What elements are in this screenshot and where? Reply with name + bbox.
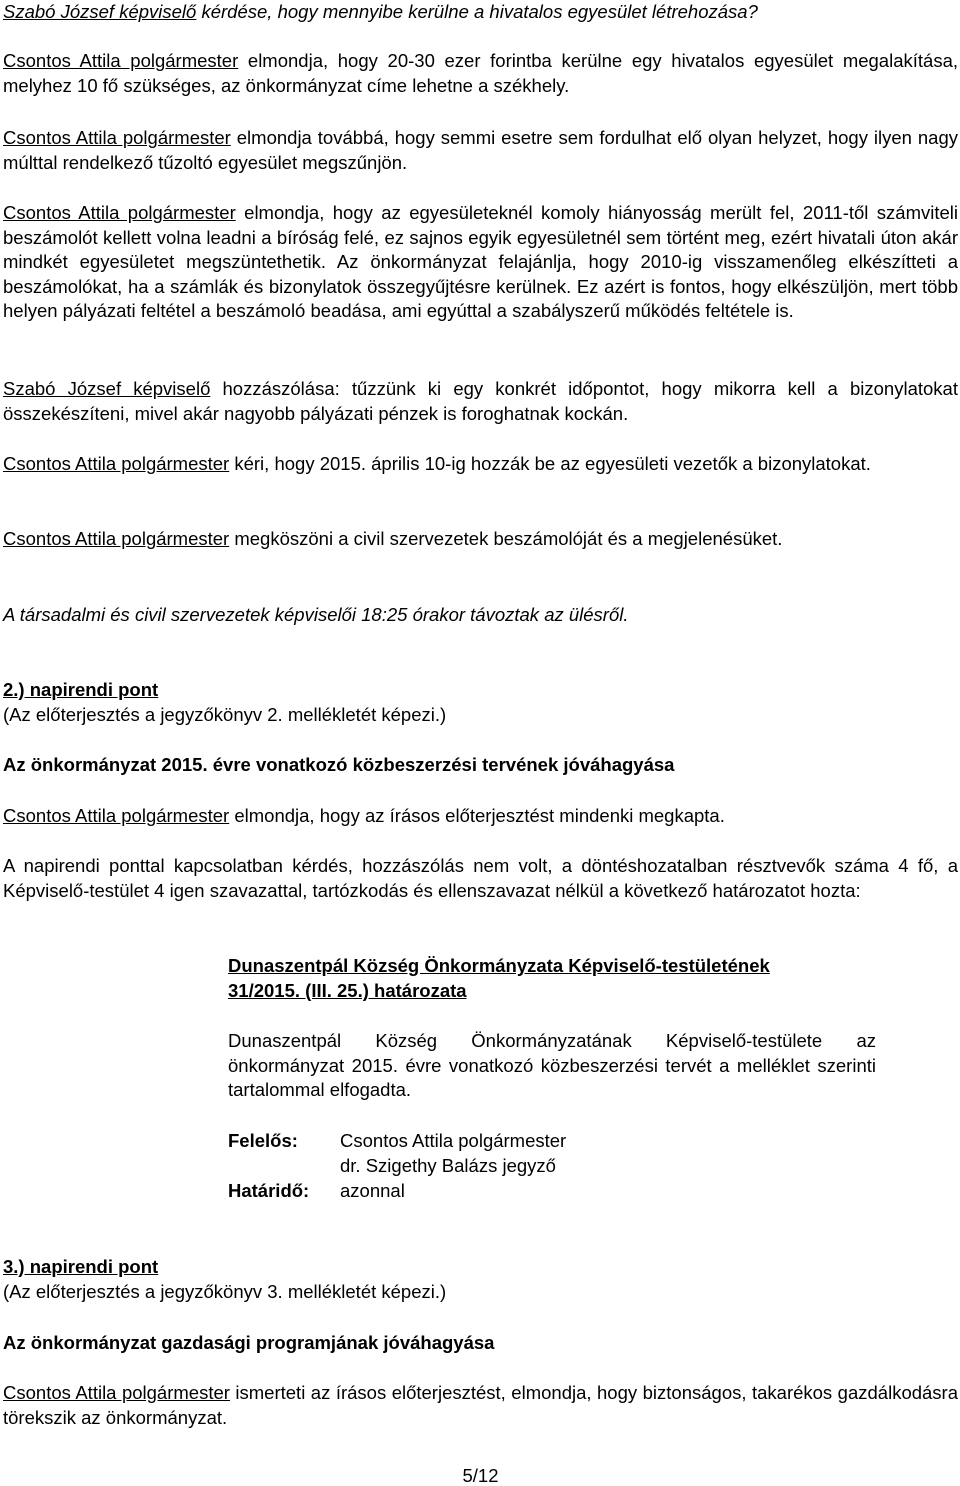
speaker-name: Csontos Attila polgármester — [3, 1382, 230, 1403]
speaker-name: Csontos Attila polgármester — [3, 805, 230, 826]
resolution-block — [228, 954, 876, 1203]
speaker-name: Szabó József képviselő — [3, 1, 197, 22]
agenda-2-vote: A napirendi ponttal kapcsolatban kérdés, hozzászólás nem volt, a döntéshozatalban résztvevők száma 4 fő, a Képviselő-testület 4 igen szavazattal, tartózkodás és ellenszavazat nélkül a következő határozatot hozta: — [3, 855, 958, 901]
deadline-label: Határidő: — [228, 1179, 310, 1201]
deadline-row — [228, 1178, 876, 1203]
agenda-3-annex: (Az előterjesztés a jegyzőkönyv 3. mellékletét képezi.) — [3, 1281, 447, 1302]
responsible-value: Csontos Attila polgármester — [340, 1129, 567, 1151]
agenda-3-heading: 3.) napirendi pont — [3, 1256, 159, 1277]
agenda-2-heading: 2.) napirendi pont — [3, 679, 159, 700]
paragraph-p4 — [3, 201, 958, 324]
paragraph-text: hozzászólása: tűzzünk ki egy konkrét időpontot, hogy mikorra kell a bizonylatokat összekészíteni, mivel akár nagyobb pályázati pénzek is foroghatnak kockán. — [3, 378, 958, 424]
responsibility-table — [228, 1128, 876, 1203]
paragraph-p1 — [3, 0, 758, 25]
speaker-name: Csontos Attila polgármester — [3, 528, 230, 549]
paragraph-text: elmondja, hogy az egyesületeknél komoly hiányosság merült fel, 2011-től számviteli beszámolót kellett volna leadni a bíróság felé, ez sajnos egyik egyesületnél sem történt meg, ezért hivatali úton akár mindkét egyesületet megszüntethetik. Az önkormányzat felajánlja, hogy 2010-ig visszamenőleg elkészítteti a beszámolókat, ha a számlák és bizonylatok összegyűjtésre kerülnek. Ez azért is fontos, hogy elkészüljön, mert több helyen pályázati feltétel a beszámoló beadása, ami egyúttal a szabályszerű működés feltétele is. — [3, 202, 959, 321]
agenda-2-title: Az önkormányzat 2015. évre vonatkozó közbeszerzési tervének jóváhagyása — [3, 754, 675, 775]
paragraph-p2 — [3, 49, 958, 98]
agenda-2-statement — [3, 804, 725, 829]
responsible-row — [228, 1153, 876, 1178]
paragraph-text: elmondja, hogy az írásos előterjesztést mindenki megkapta. — [229, 805, 725, 826]
paragraph-text: megköszöni a civil szervezetek beszámolóját és a megjelenésüket. — [229, 528, 783, 549]
page-number: 5/12 — [462, 1465, 499, 1486]
departure-note: A társadalmi és civil szervezetek képviselői 18:25 órakor távoztak az ülésről. — [3, 604, 629, 625]
paragraph-p7 — [3, 527, 782, 552]
resolution-body: Dunaszentpál Község Önkormányzatának Képviselő-testülete az önkormányzat 2015. évre vonatkozó közbeszerzési tervét a melléklet szerinti tartalommal elfogadta. — [228, 1030, 876, 1100]
resolution-title: Dunaszentpál Község Önkormányzata Képviselő-testületének — [228, 955, 770, 976]
responsible-label: Felelős: — [228, 1129, 298, 1151]
paragraph-text: elmondja, hogy 20-30 ezer forintba kerülne egy hivatalos egyesület megalakítása, melyhez 10 fő szükséges, az önkormányzat címe lehetne a székhely. — [3, 50, 958, 96]
responsible-row — [228, 1128, 876, 1153]
resolution-number: 31/2015. (III. 25.) határozata — [228, 979, 467, 1001]
paragraph-p5 — [3, 377, 958, 426]
responsible-value: dr. Szigethy Balázs jegyző — [340, 1154, 556, 1176]
paragraph-p3 — [3, 126, 958, 175]
agenda-3-statement — [3, 1381, 958, 1430]
deadline-value: azonnal — [340, 1179, 405, 1201]
speaker-name: Csontos Attila polgármester — [3, 50, 239, 71]
speaker-name: Csontos Attila polgármester — [3, 202, 236, 223]
paragraph-p6 — [3, 452, 871, 477]
agenda-3-title: Az önkormányzat gazdasági programjának jóváhagyása — [3, 1332, 495, 1353]
speaker-name: Csontos Attila polgármester — [3, 127, 231, 148]
agenda-2-annex: (Az előterjesztés a jegyzőkönyv 2. mellékletét képezi.) — [3, 704, 447, 725]
paragraph-text: kéri, hogy 2015. április 10-ig hozzák be az egyesületi vezetők a bizonylatokat. — [229, 453, 871, 474]
speaker-name: Szabó József képviselő — [3, 378, 211, 399]
speaker-name: Csontos Attila polgármester — [3, 453, 230, 474]
paragraph-text: kérdése, hogy mennyibe kerülne a hivatalos egyesület létrehozása? — [196, 1, 758, 22]
paragraph-text: ismerteti az írásos előterjesztést, elmondja, hogy biztonságos, takarékos gazdálkodásra törekszik az önkormányzat. — [3, 1382, 959, 1428]
paragraph-text: elmondja továbbá, hogy semmi esetre sem fordulhat elő olyan helyzet, hogy ilyen nagy múlttal rendelkező tűzoltó egyesület megszűnjön. — [3, 127, 958, 173]
